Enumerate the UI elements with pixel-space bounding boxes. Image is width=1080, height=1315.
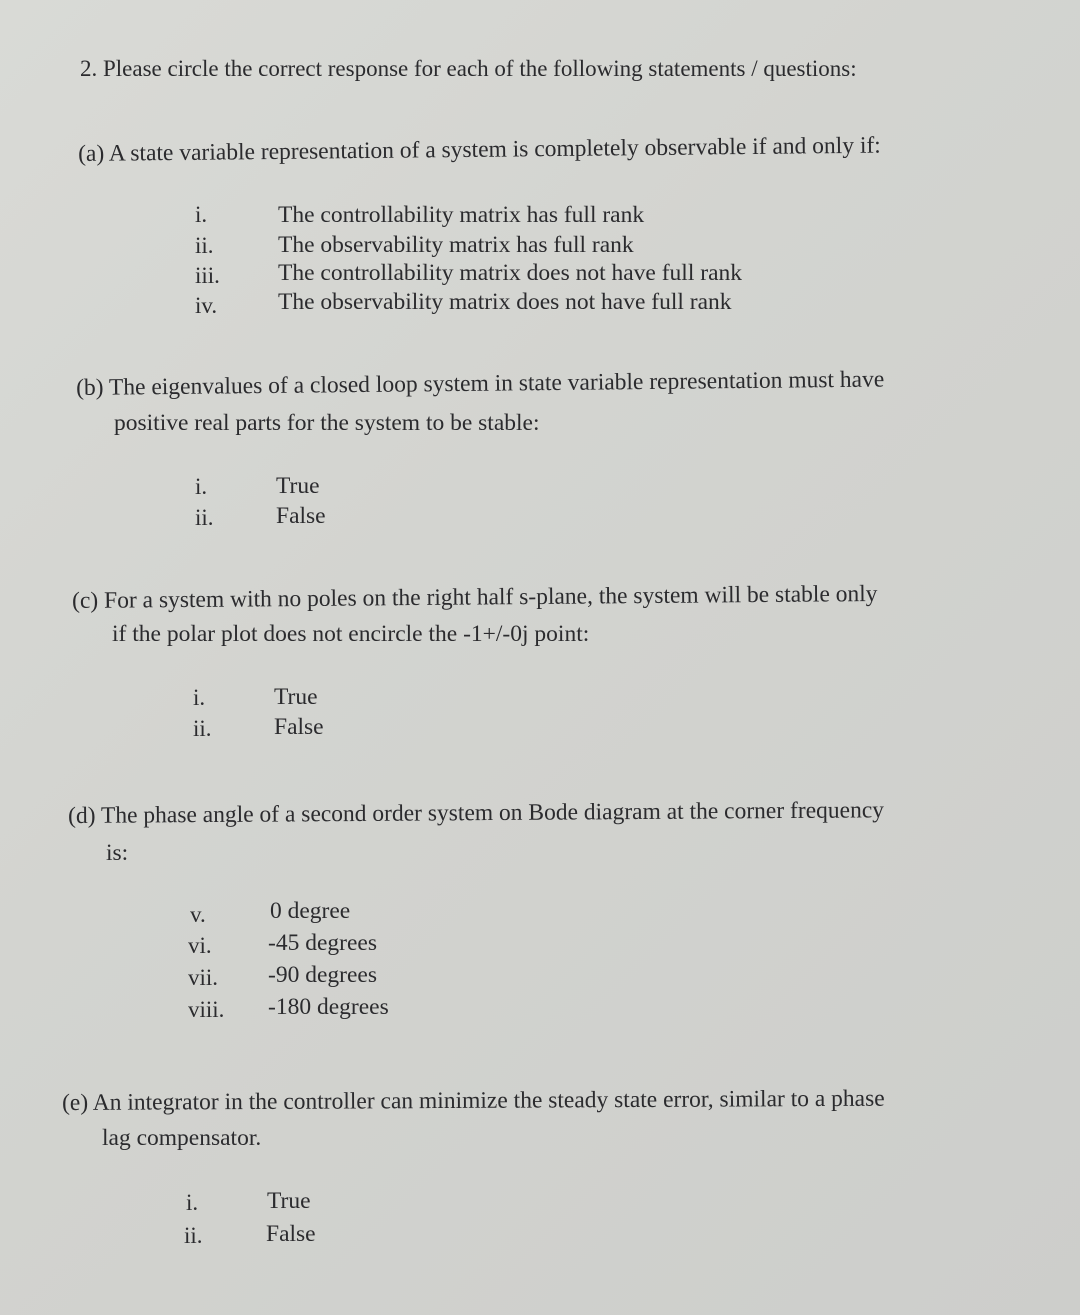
question-a-option-2-number: ii. — [195, 233, 214, 258]
question-b-option-2-text: False — [276, 503, 326, 529]
question-c-text-line2: if the polar plot does not encircle the -1+/-0j point: — [112, 621, 590, 647]
question-d-option-3-text: -90 degrees — [268, 962, 377, 988]
question-a-option-4-number: iv. — [195, 293, 218, 318]
question-e-option-1-text: True — [267, 1188, 311, 1214]
question-d-text-line1: (d) The phase angle of a second order system on Bode diagram at the corner frequency — [68, 797, 885, 829]
question-e-option-1-number: i. — [186, 1190, 199, 1215]
question-d-option-4-text: -180 degrees — [268, 994, 389, 1020]
question-b-option-1-number: i. — [195, 474, 208, 499]
question-a-option-3-text: The controllability matrix does not have full rank — [278, 260, 742, 286]
question-c-text-line1: (c) For a system with no poles on the right half s-plane, the system will be stable only — [72, 580, 878, 614]
question-a-option-2-text: The observability matrix has full rank — [278, 232, 634, 258]
question-d-text-line2: is: — [106, 840, 129, 866]
question-a-option-4-text: The observability matrix does not have full rank — [278, 289, 732, 315]
question-e-option-2-number: ii. — [184, 1223, 203, 1248]
question-c-option-1-number: i. — [193, 685, 206, 710]
question-d-option-1-number: v. — [190, 902, 206, 927]
question-c-option-1-text: True — [274, 684, 318, 710]
question-d-option-4-number: viii. — [188, 997, 225, 1022]
problem-title: 2. Please circle the correct response for each of the following statements / questions: — [80, 56, 857, 81]
question-a-option-1-number: i. — [195, 202, 208, 227]
question-d-option-3-number: vii. — [188, 965, 219, 990]
question-d-option-2-number: vi. — [188, 933, 212, 958]
question-a-option-3-number: iii. — [195, 263, 220, 288]
question-c-option-2-text: False — [274, 714, 324, 740]
question-d-option-1-text: 0 degree — [270, 898, 351, 924]
question-b-option-1-text: True — [276, 473, 320, 499]
question-c-option-2-number: ii. — [193, 716, 212, 741]
question-d-option-2-text: -45 degrees — [268, 930, 377, 956]
question-a-text: (a) A state variable representation of a system is completely observable if and only if: — [78, 132, 881, 167]
question-b-text-line2: positive real parts for the system to be stable: — [114, 410, 540, 436]
question-e-option-2-text: False — [266, 1221, 316, 1247]
question-b-text-line1: (b) The eigenvalues of a closed loop system in state variable representation must have — [76, 366, 885, 401]
question-a-option-1-text: The controllability matrix has full rank — [278, 202, 645, 228]
question-e-text-line2: lag compensator. — [102, 1125, 262, 1151]
question-b-option-2-number: ii. — [195, 505, 214, 530]
question-e-text-line1: (e) An integrator in the controller can minimize the steady state error, similar to a phase — [62, 1085, 885, 1116]
